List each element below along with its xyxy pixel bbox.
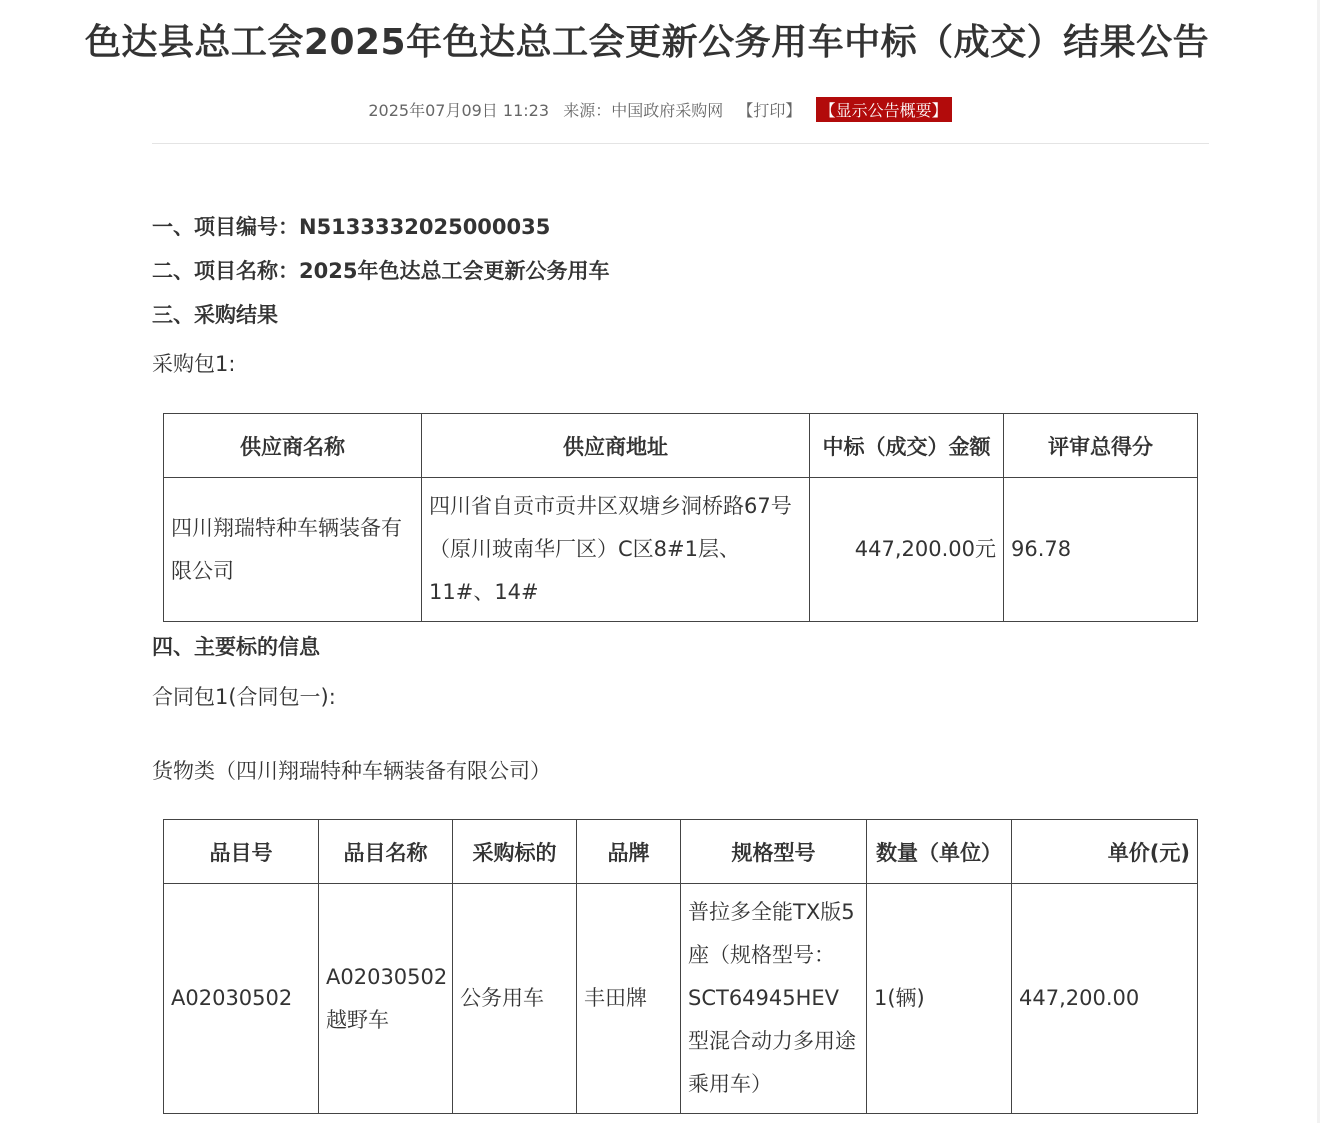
print-link[interactable]: 【打印】 xyxy=(737,101,802,120)
package-label: 采购包1: xyxy=(152,352,236,376)
items-table xyxy=(163,819,1198,1114)
header-unit-price: 单价(元) xyxy=(1012,820,1198,884)
show-summary-button[interactable]: 【显示公告概要】 xyxy=(816,97,952,122)
header-quantity: 数量（单位） xyxy=(867,820,1012,884)
header-brand: 品牌 xyxy=(577,820,681,884)
header-supplier-address: 供应商地址 xyxy=(422,414,810,478)
supplier-name-cell: 四川翔瑞特种车辆装备有限公司 xyxy=(164,478,422,622)
item-number-cell: A02030502 xyxy=(164,884,319,1114)
project-number: 一、项目编号：N5133332025000035 xyxy=(152,215,551,239)
header-item-name: 品目名称 xyxy=(319,820,453,884)
procurement-result-heading: 三、采购结果 xyxy=(152,303,278,327)
announcement-meta xyxy=(0,97,1320,122)
publish-date: 2025年07月09日 11:23 xyxy=(368,101,549,120)
header-item-number: 品目号 xyxy=(164,820,319,884)
result-table-header xyxy=(164,414,1198,478)
header-bid-amount: 中标（成交）金额 xyxy=(810,414,1004,478)
header-total-score: 评审总得分 xyxy=(1004,414,1198,478)
main-subject-heading: 四、主要标的信息 xyxy=(152,635,320,659)
total-score-cell: 96.78 xyxy=(1004,478,1198,622)
goods-category-label: 货物类（四川翔瑞特种车辆装备有限公司） xyxy=(152,759,551,783)
source-name: 中国政府采购网 xyxy=(611,101,724,120)
table-row xyxy=(164,478,1198,622)
unit-price-cell: 447,200.00 xyxy=(1012,884,1198,1114)
header-procurement-subject: 采购标的 xyxy=(453,820,577,884)
item-name-cell: A02030502越野车 xyxy=(319,884,453,1114)
page-title: 色达县总工会2025年色达总工会更新公务用车中标（成交）结果公告 xyxy=(84,22,1210,63)
spec-model-cell: 普拉多全能TX版5座（规格型号：SCT64945HEV型混合动力多用途乘用车） xyxy=(681,884,867,1114)
quantity-cell: 1(辆) xyxy=(867,884,1012,1114)
bid-amount-cell: 447,200.00元 xyxy=(810,478,1004,622)
result-table xyxy=(163,413,1198,622)
contract-package-label: 合同包1(合同包一): xyxy=(152,685,336,709)
supplier-address-cell: 四川省自贡市贡井区双塘乡洞桥路67号（原川玻南华厂区）C区8#1层、11#、14# xyxy=(422,478,810,622)
brand-cell: 丰田牌 xyxy=(577,884,681,1114)
source-label: 来源： xyxy=(563,101,612,120)
header-supplier-name: 供应商名称 xyxy=(164,414,422,478)
header-divider xyxy=(152,143,1209,144)
header-spec-model: 规格型号 xyxy=(681,820,867,884)
items-table-header xyxy=(164,820,1198,884)
procurement-subject-cell: 公务用车 xyxy=(453,884,577,1114)
table-row xyxy=(164,884,1198,1114)
project-name: 二、项目名称：2025年色达总工会更新公务用车 xyxy=(152,259,610,283)
